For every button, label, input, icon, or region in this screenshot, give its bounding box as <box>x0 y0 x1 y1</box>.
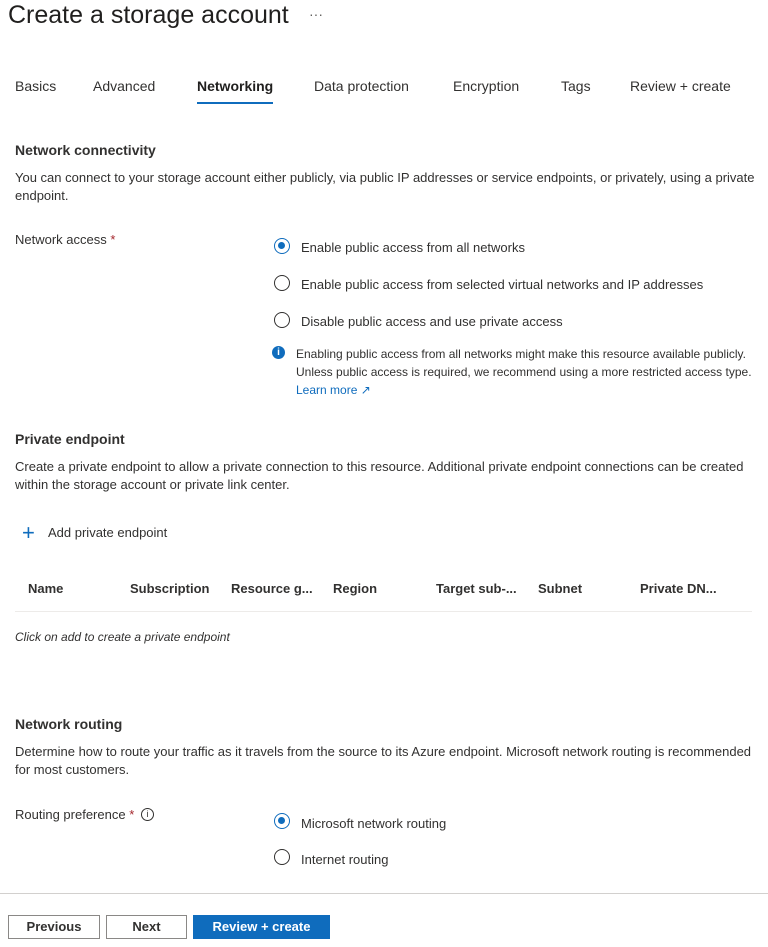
column-header[interactable]: Resource g... <box>231 581 313 596</box>
network-routing-description: Determine how to route your traffic as it travels from the source to its Azure endpoint. Microsoft network routing is recommended for most customers. <box>15 744 752 777</box>
info-icon: i <box>272 346 285 359</box>
tab-advanced[interactable]: Advanced <box>93 78 156 94</box>
network-connectivity-description: You can connect to your storage account either publicly, via public IP addresses or service endpoints, or privately, using a private endpoint. <box>15 170 755 203</box>
tab-encryption[interactable]: Encryption <box>453 78 520 94</box>
private-endpoint-description: Create a private endpoint to allow a private connection to this resource. Additional private endpoint connections can be created within the storage account or private link center. <box>15 459 744 492</box>
radio-label[interactable]: Enable public access from all networks <box>301 240 525 255</box>
radio-label[interactable]: Enable public access from selected virtual networks and IP addresses <box>301 277 704 292</box>
radio-microsoft-routing[interactable] <box>274 813 290 829</box>
tab-networking[interactable]: Networking <box>197 78 274 94</box>
tab-basics[interactable]: Basics <box>15 78 57 94</box>
column-header[interactable]: Private DN... <box>640 581 717 596</box>
column-header[interactable]: Subnet <box>538 581 583 596</box>
tab-data-protection[interactable]: Data protection <box>314 78 409 94</box>
page-title: Create a storage account <box>8 1 289 29</box>
column-header[interactable]: Target sub-... <box>436 581 517 596</box>
radio-public-selected[interactable] <box>274 275 290 291</box>
info-text: Enabling public access from all networks might make this resource available publicly. Unless public access is required, we recommend using a more restricted access type. <box>296 347 752 379</box>
radio-label[interactable]: Microsoft network routing <box>301 816 447 831</box>
empty-table-message: Click on add to create a private endpoint <box>15 630 230 644</box>
previous-button[interactable]: Previous <box>8 915 100 939</box>
routing-preference-label <box>15 807 134 822</box>
footer-divider <box>0 893 768 894</box>
more-options-button[interactable]: ··· <box>309 6 323 22</box>
label-text: Network access <box>15 232 107 247</box>
network-connectivity-heading: Network connectivity <box>15 142 156 158</box>
network-access-label <box>15 232 115 247</box>
radio-label[interactable]: Internet routing <box>301 852 389 867</box>
tab-tags[interactable]: Tags <box>561 78 591 94</box>
review-create-button[interactable]: Review + create <box>193 915 330 939</box>
column-header[interactable]: Subscription <box>130 581 210 596</box>
radio-disable-public[interactable] <box>274 312 290 328</box>
required-marker: * <box>110 232 116 247</box>
column-header[interactable]: Name <box>28 581 64 596</box>
required-marker: * <box>129 807 135 822</box>
private-endpoint-heading: Private endpoint <box>15 431 125 447</box>
info-message <box>296 345 756 399</box>
column-header[interactable]: Region <box>333 581 378 596</box>
plus-icon: + <box>22 520 35 545</box>
radio-label[interactable]: Disable public access and use private access <box>301 314 563 329</box>
next-button[interactable]: Next <box>106 915 187 939</box>
info-tooltip-icon[interactable]: i <box>141 808 154 821</box>
table-divider <box>15 611 752 612</box>
external-link-icon: ↗ <box>360 383 371 397</box>
add-private-endpoint-button[interactable]: Add private endpoint <box>48 525 168 540</box>
learn-more-link[interactable]: Learn more <box>296 383 358 397</box>
label-text: Routing preference <box>15 807 126 822</box>
radio-internet-routing[interactable] <box>274 849 290 865</box>
active-tab-indicator <box>197 102 273 104</box>
tab-review-create[interactable]: Review + create <box>630 78 731 94</box>
radio-public-all[interactable] <box>274 238 290 254</box>
network-routing-heading: Network routing <box>15 716 123 732</box>
